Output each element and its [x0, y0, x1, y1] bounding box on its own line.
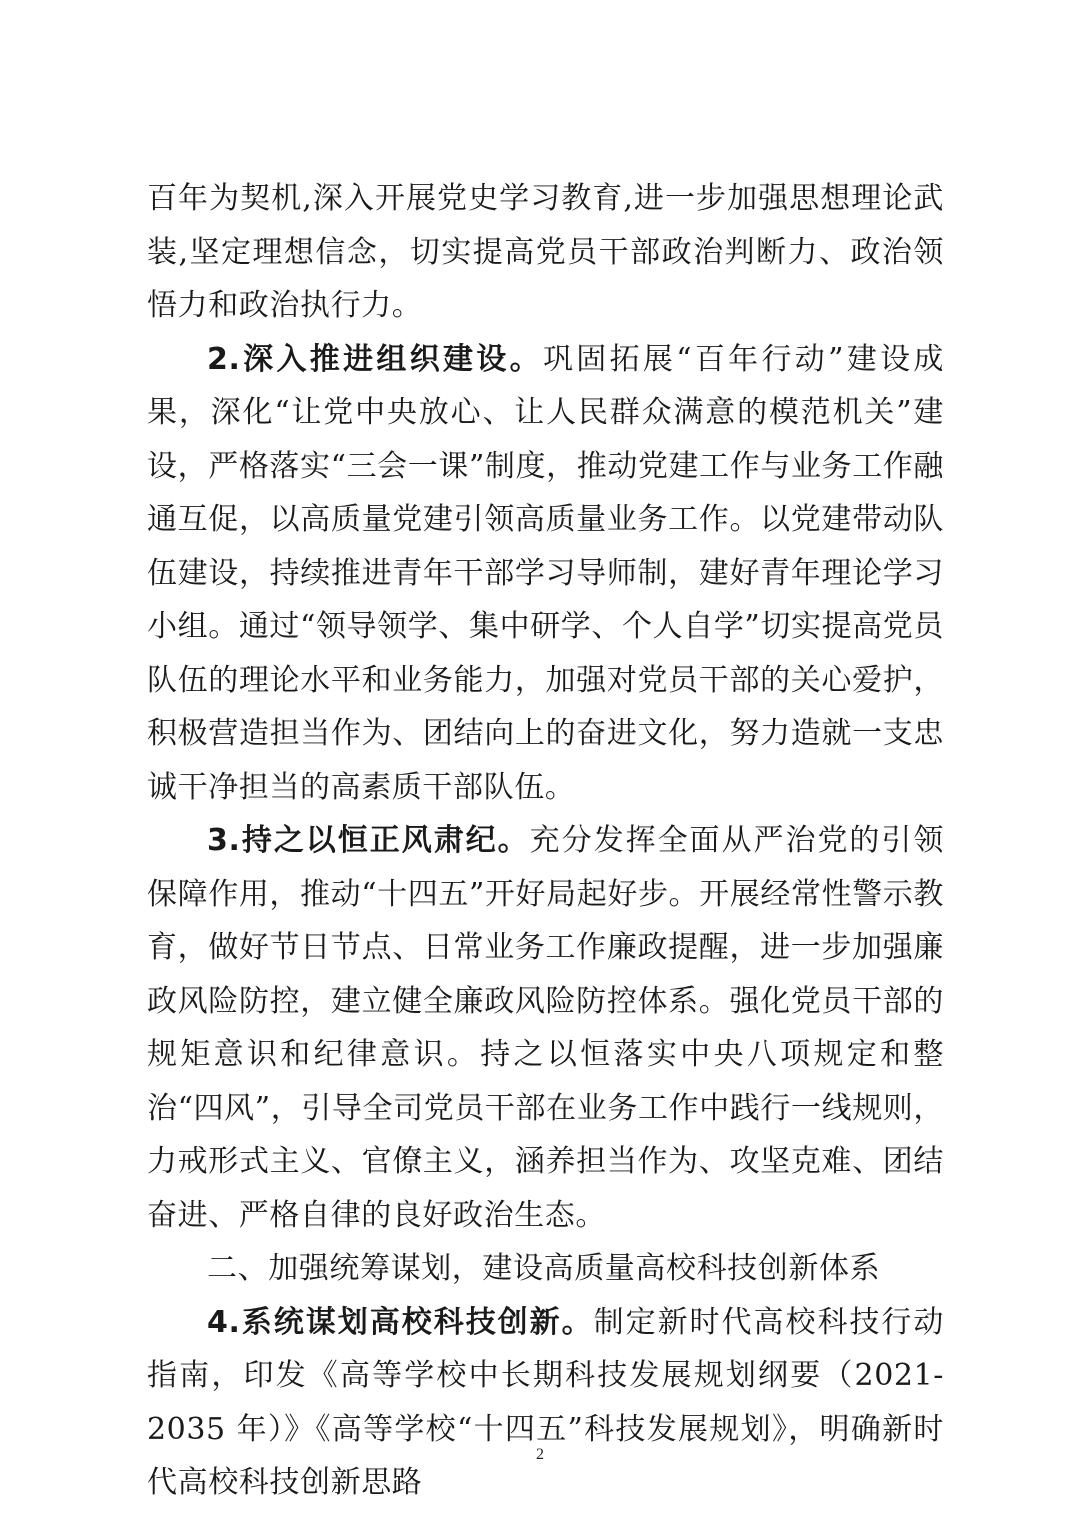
- page-number: 2: [536, 1446, 544, 1463]
- paragraph-lead: 4.系统谋划高校科技创新。: [207, 1304, 594, 1340]
- paragraph-organization-building: [147, 333, 944, 815]
- paragraph-text: 充分发挥全面从严治党的引领保障作用，推动“十四五”开好局起好步。开展经常性警示教育，做好节日节点、日常业务工作廉政提醒，进一步加强廉政风险防控，建立健全廉政风险防控体系。强化党员干部的规矩意识和纪律意识。持之以恒落实中央八项规定和整治“四风”，引导全司党员干部在业务工作中践行一线规则，力戒形式主义、官僚主义，涵养担当作为、攻坚克难、团结奋进、严格自律的良好政治生态。: [147, 823, 944, 1233]
- section-heading: 二、加强统筹谋划，建设高质量高校科技创新体系: [207, 1251, 881, 1286]
- paragraph-text: 制定新时代高校科技行动指南，印发《高等学校中长期科技发展规划纲要（2021-2035 年）》《高等学校“十四五”科技发展规划》，明确新时代高校科技创新思路: [147, 1304, 944, 1500]
- paragraph-lead: 2.深入推进组织建设。: [207, 341, 543, 377]
- paragraph-discipline: [147, 814, 944, 1242]
- paragraph-text: 百年为契机,深入开展党史学习教育,进一步加强思想理论武装,坚定理想信念，切实提高党员干部政治判断力、政治领悟力和政治执行力。: [147, 181, 944, 323]
- paragraph-tech-innovation: [147, 1296, 944, 1510]
- paragraph-continued: [147, 172, 944, 333]
- paragraph-text: 巩固拓展“百年行动”建设成果，深化“让党中央放心、让人民群众满意的模范机关”建设，严格落实“三会一课”制度，推动党建工作与业务工作融通互促，以高质量党建引领高质量业务工作。以党建带动队伍建设，持续推进青年干部学习导师制，建好青年理论学习小组。通过“领导领学、集中研学、个人自学”切实提高党员队伍的理论水平和业务能力，加强对党员干部的关心爱护，积极营造担当作为、团结向上的奋进文化，努力造就一支忠诚干净担当的高素质干部队伍。: [147, 341, 944, 805]
- document-body: [147, 172, 944, 1510]
- paragraph-lead: 3.持之以恒正风肃纪。: [207, 823, 530, 858]
